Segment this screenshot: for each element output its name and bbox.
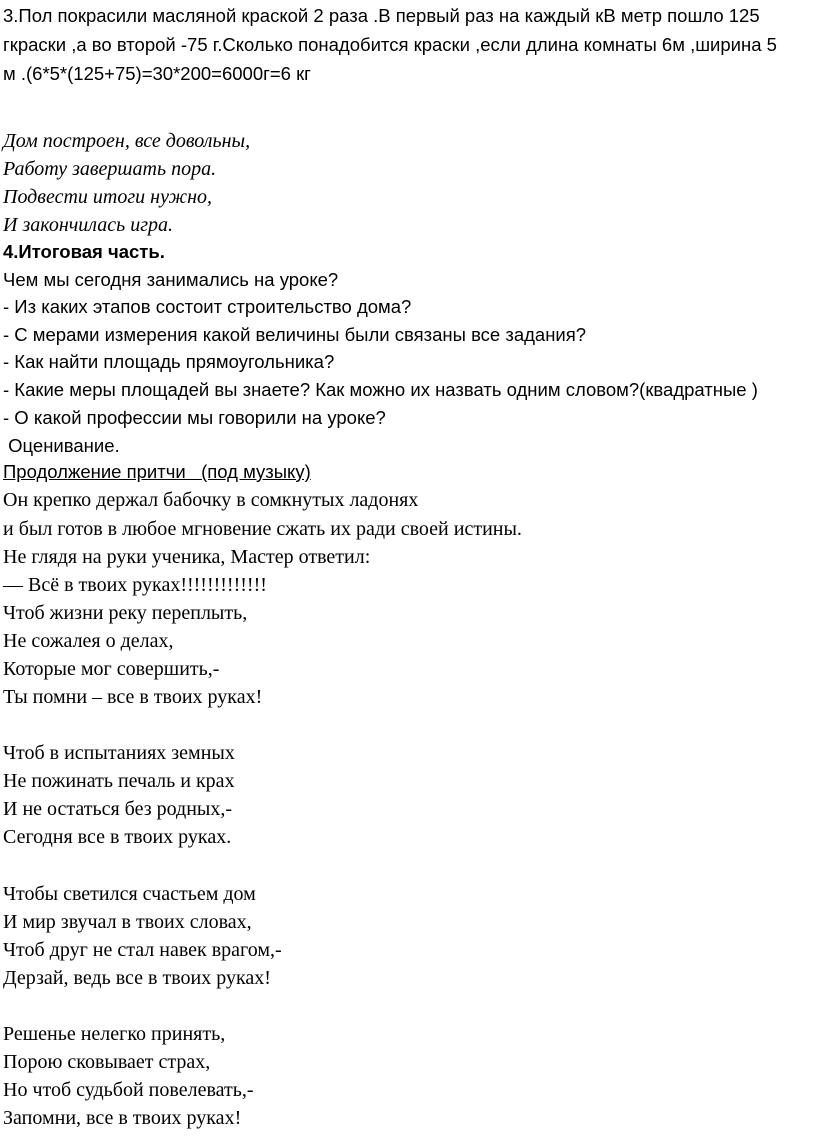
question-line: Чем мы сегодня занимались на уроке?: [3, 269, 339, 290]
question-line: - Какие меры площадей вы знаете? Как можно их назвать одним словом?(квадратные ): [3, 379, 758, 400]
parable-heading: Продолжение притчи (под музыку): [3, 461, 311, 482]
parable-line: Не глядя на руки ученика, Мастер ответил:: [3, 546, 371, 568]
stanza-line: Чтобы светился счастьем дом: [3, 883, 256, 905]
stanza-line: Сегодня все в твоих руках.: [3, 826, 232, 848]
poem-intro-line: Работу завершать пора.: [3, 158, 217, 180]
assessment-label: Оценивание.: [3, 435, 120, 456]
stanza-line: И мир звучал в твоих словах,: [3, 911, 252, 933]
task3-line-1: 3.Пол покрасили масляной краской 2 раза .В первый раз на каждый кВ метр пошло 125: [3, 5, 760, 26]
stanza-line: Чтоб друг не стал навек врагом,-: [3, 939, 282, 961]
section-heading: 4.Итоговая часть.: [3, 241, 165, 262]
stanza-line: Но чтоб судьбой повелевать,-: [3, 1079, 254, 1101]
parable-line: — Всё в твоих руках!!!!!!!!!!!!!: [3, 574, 267, 596]
stanza-line: Дерзай, ведь все в твоих руках!: [3, 967, 271, 989]
stanza-line: Порою сковывает страх,: [3, 1051, 211, 1073]
task3-line-2: гкраски ,а во второй -75 г.Сколько понадобится краски ,если длина комнаты 6м ,ширина 5: [3, 34, 777, 55]
question-line: - Из каких этапов состоит строительство дома?: [3, 296, 412, 317]
stanza-line: Решенье нелегко принять,: [3, 1023, 226, 1045]
stanza-line: Не сожалея о делах,: [3, 630, 174, 652]
stanza-line: Не пожинать печаль и крах: [3, 770, 235, 792]
question-line: - С мерами измерения какой величины были связаны все задания?: [3, 324, 587, 345]
parable-line: и был готов в любое мгновение сжать их ради своей истины.: [3, 518, 522, 540]
poem-intro-line: И закончилась игра.: [3, 214, 174, 236]
parable-line: Он крепко держал бабочку в сомкнутых ладонях: [3, 489, 419, 511]
stanza-line: Чтоб в испытаниях земных: [3, 742, 235, 764]
stanza-line: И не остаться без родных,-: [3, 798, 233, 820]
poem-intro-line: Дом построен, все довольны,: [3, 130, 251, 152]
question-line: - О какой профессии мы говорили на уроке?: [3, 407, 386, 428]
stanza-line: Которые мог совершить,-: [3, 658, 220, 680]
stanza-line: Ты помни – все в твоих руках!: [3, 686, 263, 708]
stanza-line: Запомни, все в твоих руках!: [3, 1107, 242, 1129]
stanza-line: Чтоб жизни реку переплыть,: [3, 602, 248, 624]
task3-line-3: м .(6*5*(125+75)=30*200=6000г=6 кг: [3, 63, 311, 84]
question-line: - Как найти площадь прямоугольника?: [3, 351, 335, 372]
poem-intro-line: Подвести итоги нужно,: [3, 186, 212, 208]
